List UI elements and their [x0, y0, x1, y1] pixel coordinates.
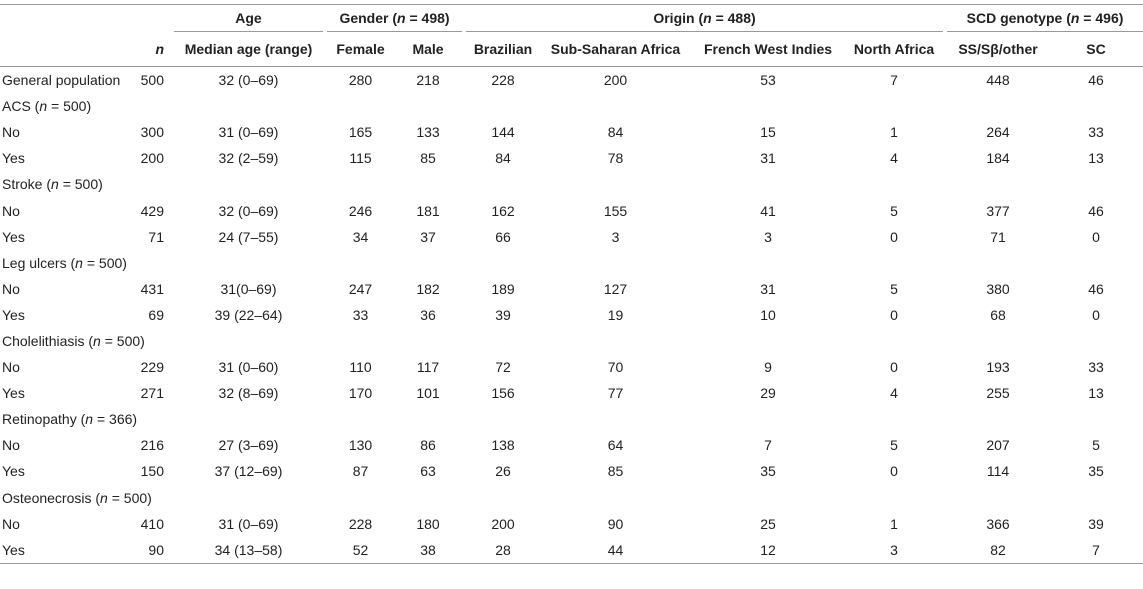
table-cell: 4: [890, 150, 898, 167]
column-header-sc: SC: [1049, 32, 1143, 67]
table-cell: 144: [491, 124, 515, 141]
table-cell: 34: [352, 228, 369, 245]
table-cell: 228: [491, 72, 515, 89]
table-row: [0, 432, 1143, 458]
table-cell: 32 (0–69): [218, 202, 279, 219]
table-cell: 27 (3–69): [218, 437, 279, 454]
row-label: Yes: [2, 306, 25, 323]
table-cell: 207: [986, 437, 1010, 454]
table-cell: 64: [607, 437, 624, 454]
section-row: [0, 328, 1143, 354]
table-cell: 85: [420, 150, 436, 167]
column-header-ss: SS/Sβ/other: [947, 32, 1049, 67]
table-cell: 32 (2–59): [218, 150, 279, 167]
table-cell: 150: [140, 463, 164, 480]
table-cell: 180: [416, 515, 440, 532]
table-cell: 84: [495, 150, 511, 167]
row-label: Yes: [2, 385, 25, 402]
table-cell: 32 (0–69): [218, 72, 279, 89]
table-cell: 72: [495, 359, 511, 376]
table-cell: 117: [416, 359, 440, 376]
table-cell: 156: [491, 385, 515, 402]
table-cell: 9: [764, 359, 772, 376]
table-cell: 24 (7–55): [218, 228, 279, 245]
table-cell: 200: [603, 72, 628, 89]
table-cell: 68: [990, 306, 1006, 323]
table-cell: 41: [760, 202, 776, 219]
table-row: [0, 302, 1143, 328]
table-row: [0, 458, 1143, 484]
section-label: Retinopathy (n = 366): [2, 411, 138, 428]
section-label: Leg ulcers (n = 500): [2, 254, 127, 271]
table-cell: 115: [349, 150, 372, 167]
table-cell: 3: [611, 228, 620, 245]
table-cell: 26: [495, 463, 511, 480]
section-row: [0, 250, 1143, 276]
row-label: No: [2, 359, 20, 376]
header-group-gender: Gender (n = 498): [327, 5, 462, 32]
table-cell: 0: [890, 359, 898, 376]
table-cell: 200: [491, 515, 515, 532]
table-cell: 46: [1088, 202, 1104, 219]
table-cell: 229: [140, 359, 164, 376]
table-cell: 377: [986, 202, 1010, 219]
table-cell: 46: [1088, 280, 1104, 297]
table-cell: 86: [420, 437, 436, 454]
table-cell: 87: [352, 463, 369, 480]
table-cell: 181: [416, 202, 440, 219]
section-label: ACS (n = 500): [2, 98, 92, 115]
table-cell: 300: [140, 124, 164, 141]
table-cell: 114: [986, 463, 1010, 480]
table-cell: 37: [420, 228, 436, 245]
section-row: [0, 93, 1143, 119]
table-cell: 193: [986, 359, 1010, 376]
table-cell: 33: [1088, 359, 1104, 376]
table-cell: 162: [491, 202, 515, 219]
table-cell: 31: [760, 280, 776, 297]
table-cell: 182: [416, 280, 440, 297]
table-cell: 3: [764, 228, 772, 245]
table-cell: 280: [348, 72, 373, 89]
table-cell: 5: [890, 202, 898, 219]
table-cell: 33: [352, 306, 369, 323]
header-group-row: [0, 5, 1143, 32]
table-cell: 15: [760, 124, 776, 141]
header-group-genotype: SCD genotype (n = 496): [947, 5, 1143, 32]
header-column-row: [0, 32, 1143, 67]
table-cell: 110: [349, 359, 372, 376]
table-cell: 271: [140, 385, 164, 402]
table-cell: 85: [607, 463, 624, 480]
table-cell: 7: [1049, 537, 1143, 564]
table-cell: 246: [348, 202, 373, 219]
table-cell: 0: [1092, 306, 1100, 323]
table-cell: 31 (0–60): [218, 359, 279, 376]
table-cell: 25: [760, 515, 776, 532]
table-row: [0, 537, 1143, 564]
table-cell: 39: [1088, 515, 1104, 532]
table-cell: 216: [140, 437, 164, 454]
table-cell: 90: [607, 515, 624, 532]
table-cell: 69: [148, 306, 164, 323]
table-cell: 5: [1092, 437, 1100, 454]
row-label: No: [2, 515, 20, 532]
column-header-sub-saharan: Sub-Saharan Africa: [540, 32, 691, 67]
table-row: [0, 67, 1143, 94]
table-row: [0, 276, 1143, 302]
table-cell: 133: [416, 124, 440, 141]
table-cell: 189: [491, 280, 515, 297]
table-cell: 4: [890, 385, 898, 402]
section-label: Cholelithiasis (n = 500): [2, 332, 145, 349]
table-row: [0, 224, 1143, 250]
table-cell: 500: [140, 72, 164, 89]
table-row: [0, 145, 1143, 171]
table-cell: 264: [986, 124, 1010, 141]
table-cell: 19: [607, 306, 624, 323]
table-cell: 71: [990, 228, 1006, 245]
table-cell: 31(0–69): [220, 280, 277, 297]
table-cell: 35: [760, 463, 776, 480]
table-cell: 38: [394, 537, 462, 564]
table-cell: 0: [890, 306, 898, 323]
table-header: [0, 5, 1143, 67]
data-table: [0, 4, 1143, 564]
table-cell: 7: [890, 72, 898, 89]
row-label: Yes: [2, 228, 25, 245]
column-header-female: Female: [327, 32, 394, 67]
table-cell: 35: [1088, 463, 1104, 480]
row-label: No: [2, 202, 20, 219]
table-row: [0, 197, 1143, 223]
table-cell: 431: [140, 280, 164, 297]
table-cell: 36: [420, 306, 436, 323]
section-row: [0, 171, 1143, 197]
table-cell: 84: [607, 124, 624, 141]
table-cell: 5: [890, 280, 898, 297]
table-cell: 0: [890, 228, 898, 245]
table-cell: 70: [607, 359, 624, 376]
table-cell: 448: [986, 72, 1010, 89]
table-cell: 3: [845, 537, 943, 564]
table-cell: 5: [890, 437, 898, 454]
table-cell: 165: [348, 124, 373, 141]
table-cell: 12: [691, 537, 845, 564]
row-label: No: [2, 437, 20, 454]
table-cell: 7: [764, 437, 772, 454]
table-row: [0, 380, 1143, 406]
table-cell: 29: [760, 385, 776, 402]
table-cell: 138: [491, 437, 515, 454]
table-cell: 33: [1088, 124, 1104, 141]
table-cell: 10: [760, 306, 776, 323]
table-cell: 366: [986, 515, 1010, 532]
header-group-age: Age: [174, 5, 323, 32]
header-group-origin: Origin (n = 488): [466, 5, 943, 32]
table-cell: 101: [416, 385, 440, 402]
column-header-north-africa: North Africa: [845, 32, 943, 67]
section-row: [0, 406, 1143, 432]
section-label: Stroke (n = 500): [2, 176, 103, 193]
table-cell: 66: [495, 228, 511, 245]
table-cell: 255: [986, 385, 1010, 402]
table-cell: 0: [1092, 228, 1100, 245]
table-cell: 63: [420, 463, 436, 480]
row-label: No: [2, 280, 20, 297]
section-row: [0, 485, 1143, 511]
table-cell: 39 (22–64): [214, 306, 283, 323]
table-cell: 410: [140, 515, 164, 532]
table-cell: 34 (13–58): [174, 537, 323, 564]
table-row: [0, 354, 1143, 380]
table-cell: 247: [348, 280, 373, 297]
table-cell: 184: [986, 150, 1010, 167]
row-label: General population: [2, 72, 121, 89]
table-cell: 82: [947, 537, 1049, 564]
table-cell: 13: [1088, 150, 1104, 167]
row-label: Yes: [2, 463, 25, 480]
table-cell: 130: [348, 437, 373, 454]
column-header-male: Male: [394, 32, 462, 67]
table-row: [0, 511, 1143, 537]
table-row: [0, 119, 1143, 145]
row-label: Yes: [2, 150, 25, 167]
table-cell: 1: [890, 515, 898, 532]
row-label: Yes: [0, 537, 132, 564]
table-cell: 53: [760, 72, 776, 89]
table-cell: 28: [466, 537, 540, 564]
table-cell: 37 (12–69): [214, 463, 283, 480]
table-cell: 44: [540, 537, 691, 564]
table-cell: 13: [1088, 385, 1104, 402]
table-cell: 77: [607, 385, 624, 402]
row-label: No: [2, 124, 20, 141]
table-cell: 0: [890, 463, 898, 480]
table-cell: 228: [348, 515, 373, 532]
table-cell: 380: [986, 280, 1010, 297]
table-cell: 170: [348, 385, 373, 402]
table-cell: 200: [140, 150, 164, 167]
table-cell: 1: [890, 124, 898, 141]
table-cell: 429: [140, 202, 164, 219]
column-header-french-west-indies: French West Indies: [691, 32, 845, 67]
column-header-brazilian: Brazilian: [466, 32, 540, 67]
table-cell: 31 (0–69): [218, 124, 279, 141]
column-header-median-age: Median age (range): [174, 32, 323, 67]
table-cell: 155: [603, 202, 628, 219]
column-header-n: n: [132, 32, 170, 67]
table-cell: 31: [760, 150, 776, 167]
table-cell: 46: [1088, 72, 1104, 89]
table-cell: 90: [132, 537, 170, 564]
table-cell: 71: [148, 228, 164, 245]
table-cell: 78: [607, 150, 624, 167]
table-cell: 39: [495, 306, 511, 323]
table-cell: 127: [603, 280, 628, 297]
section-label: Osteonecrosis (n = 500): [2, 489, 152, 506]
table-body: [0, 67, 1143, 564]
table-cell: 31 (0–69): [218, 515, 279, 532]
table-cell: 218: [416, 72, 440, 89]
table-cell: 52: [327, 537, 394, 564]
table-cell: 32 (8–69): [218, 385, 279, 402]
